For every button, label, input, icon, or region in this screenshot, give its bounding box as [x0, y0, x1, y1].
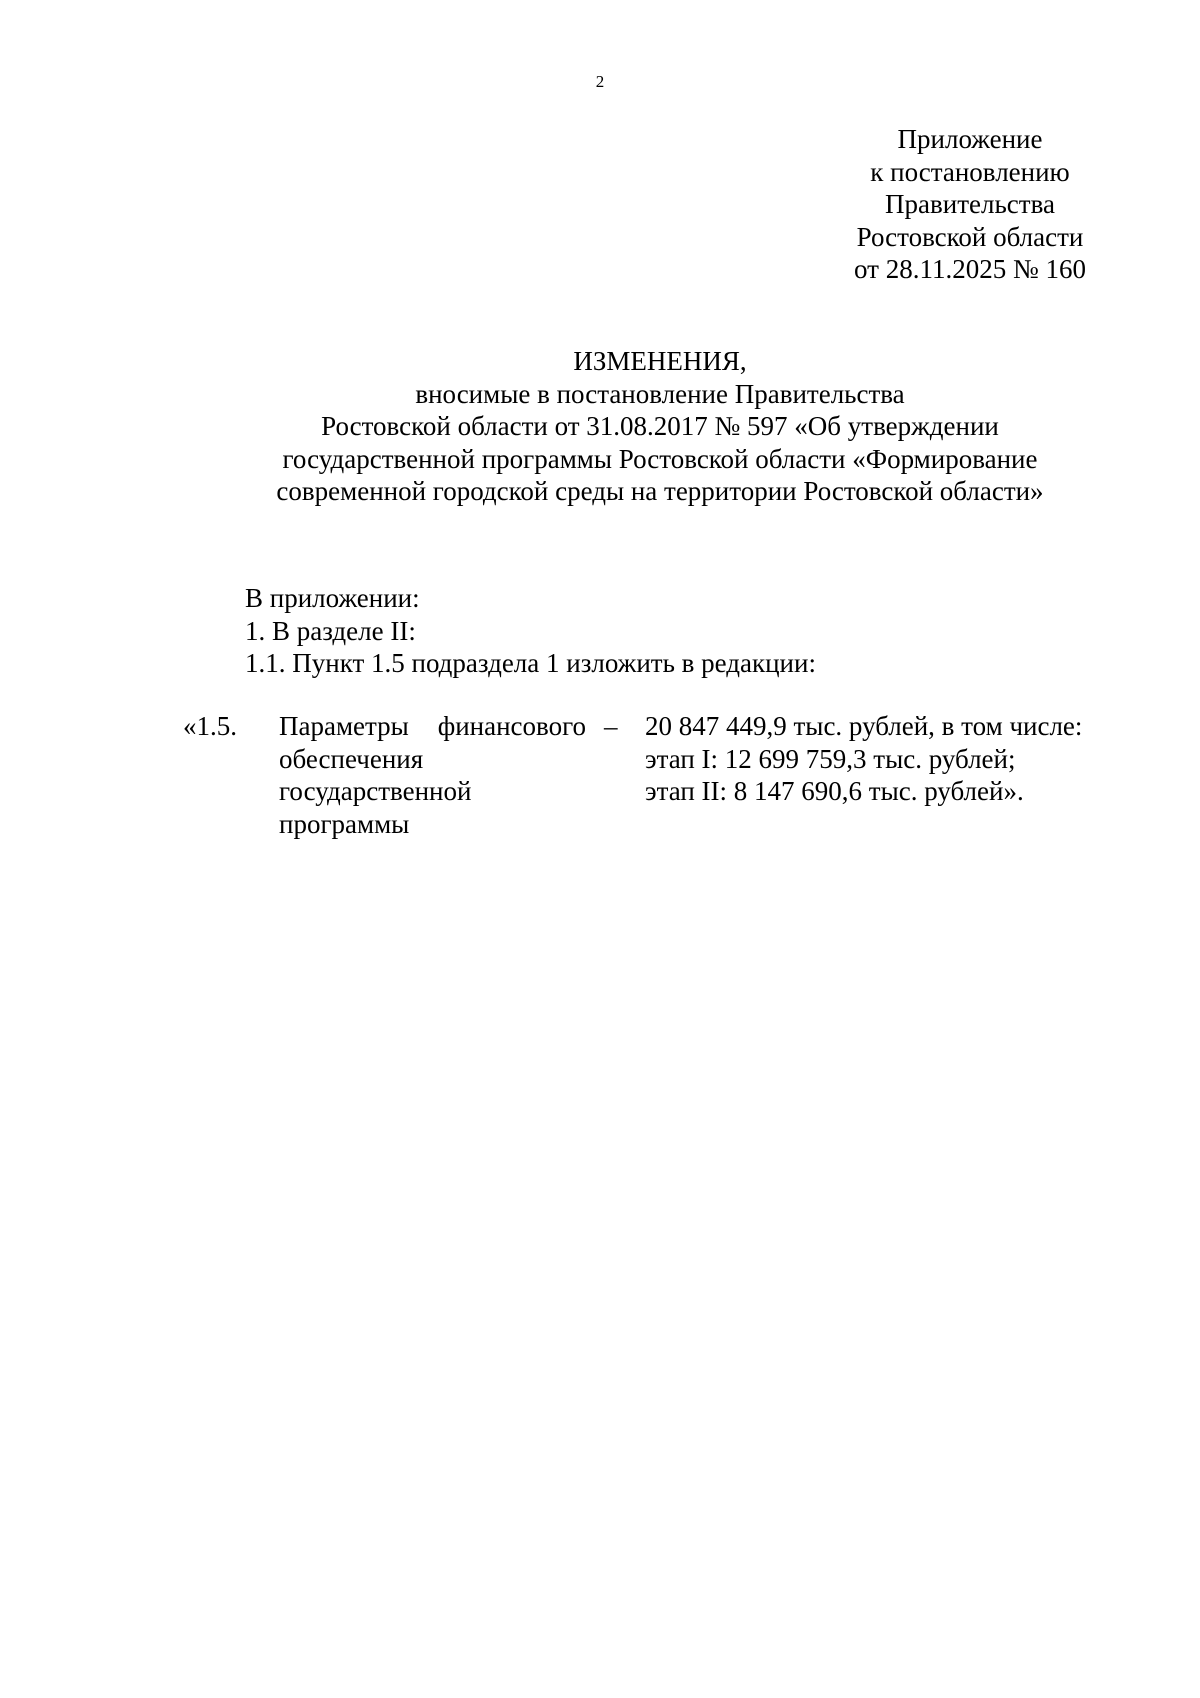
- appendix-line: к постановлению: [870, 156, 1070, 187]
- appendix-line: Приложение: [897, 124, 1043, 154]
- parameter-values: [645, 710, 1125, 808]
- parameter-name-line: программы: [279, 808, 410, 839]
- parameter-name-line: государственной: [279, 776, 472, 806]
- body-line: В приложении:: [245, 583, 420, 613]
- title-line: современной городской среды на территории Ростовской области»: [276, 476, 1044, 506]
- appendix-line: Ростовской области: [856, 221, 1084, 252]
- title-line: государственной программы Ростовской области «Формирование: [282, 443, 1038, 474]
- document-title: [100, 345, 1200, 508]
- title-heading: ИЗМЕНЕНИЯ,: [573, 346, 747, 376]
- parameter-value-line: этап II: 8 147 690,6 тыс. рублей».: [645, 776, 1024, 806]
- parameter-number: «1.5.: [183, 711, 237, 741]
- appendix-line: от 28.11.2025 № 160: [854, 254, 1086, 284]
- parameter-dash: –: [604, 711, 618, 741]
- parameter-value-line: 20 847 449,9 тыс. рублей, в том числе:: [645, 711, 1083, 741]
- appendix-line: Правительства: [885, 189, 1055, 219]
- title-line: Ростовской области от 31.08.2017 № 597 «Об утверждении: [321, 411, 999, 441]
- page-number: 2: [595, 72, 605, 91]
- appendix-reference: [820, 123, 1120, 286]
- document-body: [245, 582, 816, 680]
- body-line: 1.1. Пункт 1.5 подраздела 1 изложить в редакции:: [245, 648, 816, 678]
- parameter-name-word: Параметры: [279, 711, 409, 741]
- parameter-name: [279, 710, 589, 840]
- parameter-value-line: этап I: 12 699 759,3 тыс. рублей;: [645, 743, 1016, 774]
- title-line: вносимые в постановление Правительства: [415, 378, 905, 409]
- parameter-name-first-line: [279, 710, 586, 743]
- body-line: 1. В разделе II:: [245, 615, 416, 646]
- parameter-name-line: обеспечения: [279, 743, 424, 774]
- parameter-name-word: финансового: [437, 711, 586, 741]
